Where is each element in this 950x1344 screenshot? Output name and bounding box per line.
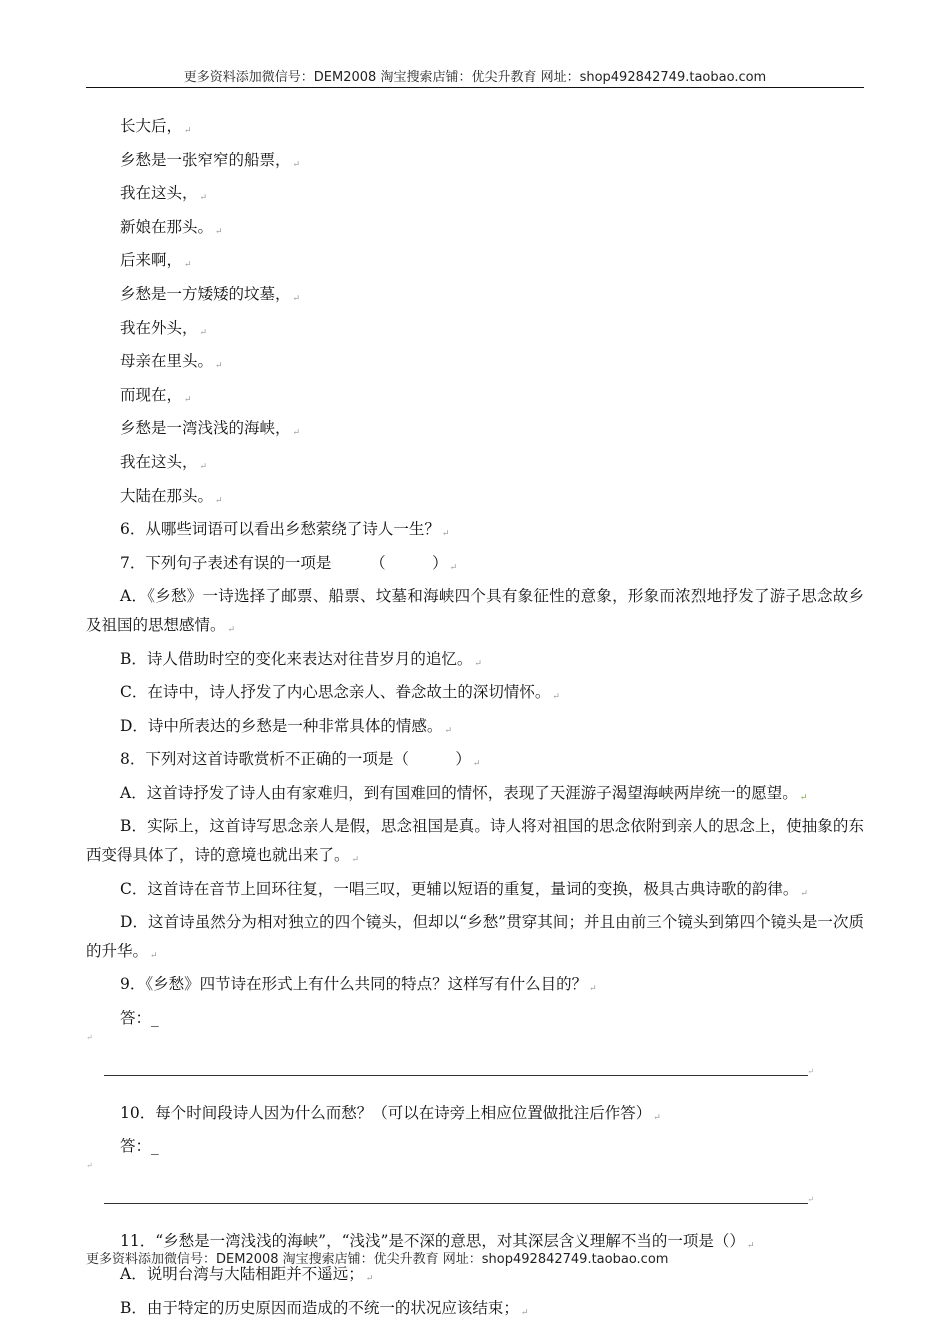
option-b: B．实际上，这首诗写思念亲人是假，思念祖国是真。诗人将对祖国的思念依附到亲人的思念上，使抽象的东西变得具体了，诗的意境也就出来了。 ↵ [86,817,864,866]
option-c: C．在诗中，诗人抒发了内心思念亲人、眷念故土的深切情怀。 ↵ [120,683,560,703]
answer-line[interactable]: ↵ [86,1053,864,1089]
poem-line: 后来啊， ↵ [120,251,192,271]
option-a: A．这首诗抒发了诗人由有家难归，到有国难回的情怀，表现了天涯游子渴望海峡两岸统一的愿望。 ↵ [120,783,808,803]
poem-line: 而现在， ↵ [120,385,192,405]
question-10 [86,1099,864,1217]
answer-line[interactable]: ↵ [86,1181,864,1217]
poem-line: 乡愁是一湾浅浅的海峡， ↵ [120,419,301,439]
question-stem: 8．下列对这首诗歌赏析不正确的一项是（ ） ↵ [120,750,481,770]
option-b: B．诗人借助时空的变化来表达对往昔岁月的追忆。 ↵ [120,649,482,669]
poem-line: 我在这头， ↵ [120,452,208,472]
poem-line: 乡愁是一张窄窄的船票， ↵ [120,150,301,170]
page-footer: 更多资料添加微信号：DEM2008 淘宝搜索店铺：优尖升教育 网址：shop492842749.taobao.com [86,1252,669,1267]
header-divider [86,87,864,88]
poem-line: 我在外头， ↵ [120,318,208,338]
option-c: C．这首诗在音节上回环往复，一唱三叹，更辅以短语的重复，量词的变换，极具古典诗歌的韵律。 ↵ [120,879,808,899]
question-11 [86,1227,864,1328]
poem-line: 乡愁是一方矮矮的坟墓， ↵ [120,284,301,304]
option-a: A．《乡愁》一诗选择了邮票、船票、坟墓和海峡四个具有象征性的意象，形象而浓烈地抒发了游子思念故乡及祖国的思想感情。 ↵ [86,587,864,635]
question-7 [86,549,864,746]
option-a: A．说明台湾与大陆相距并不遥远； ↵ [120,1265,374,1285]
question-8 [86,745,864,970]
poem-line: 新娘在那头。 ↵ [120,217,223,237]
answer-label: 答：_ [120,1137,159,1156]
answer-label: 答：_ [120,1009,159,1028]
question-6: 6．从哪些词语可以看出乡愁萦绕了诗人一生？ ↵ [120,520,450,540]
question-stem: 10．每个时间段诗人因为什么而愁？（可以在诗旁上相应位置做批注后作答） ↵ [120,1103,661,1123]
question-stem: 9．《乡愁》四节诗在形式上有什么共同的特点？这样写有什么目的？ ↵ [120,975,597,995]
poem-line: 母亲在里头。 ↵ [120,352,223,372]
poem-line: 长大后， ↵ [120,117,192,136]
poem-line: 大陆在那头。 ↵ [120,486,223,506]
option-d: D．诗中所表达的乡愁是一种非常具体的情感。 ↵ [120,716,452,736]
option-b: B．由于特定的历史原因而造成的不统一的状况应该结束； ↵ [120,1299,529,1318]
question-stem: 7．下列句子表述有误的一项是 （ ） ↵ [120,553,458,573]
poem-line: 我在这头， ↵ [120,184,208,204]
document-body [86,112,864,1328]
page-header: 更多资料添加微信号：DEM2008 淘宝搜索店铺：优尖升教育 网址：shop492842749.taobao.com [183,70,767,85]
blank-paragraph: ↵ [86,1032,93,1042]
poem [86,112,864,515]
question-9 [86,970,864,1088]
blank-paragraph: ↵ [86,1160,93,1170]
option-d: D．这首诗虽然分为相对独立的四个镜头，但却以“乡愁”贯穿其间；并且由前三个镜头到第四个镜头是一次质的升华。 ↵ [86,913,864,961]
question-stem: 11．“乡愁是一湾浅浅的海峡”，“浅浅”是不深的意思，对其深层含义理解不当的一项是（） ↵ [120,1231,755,1251]
